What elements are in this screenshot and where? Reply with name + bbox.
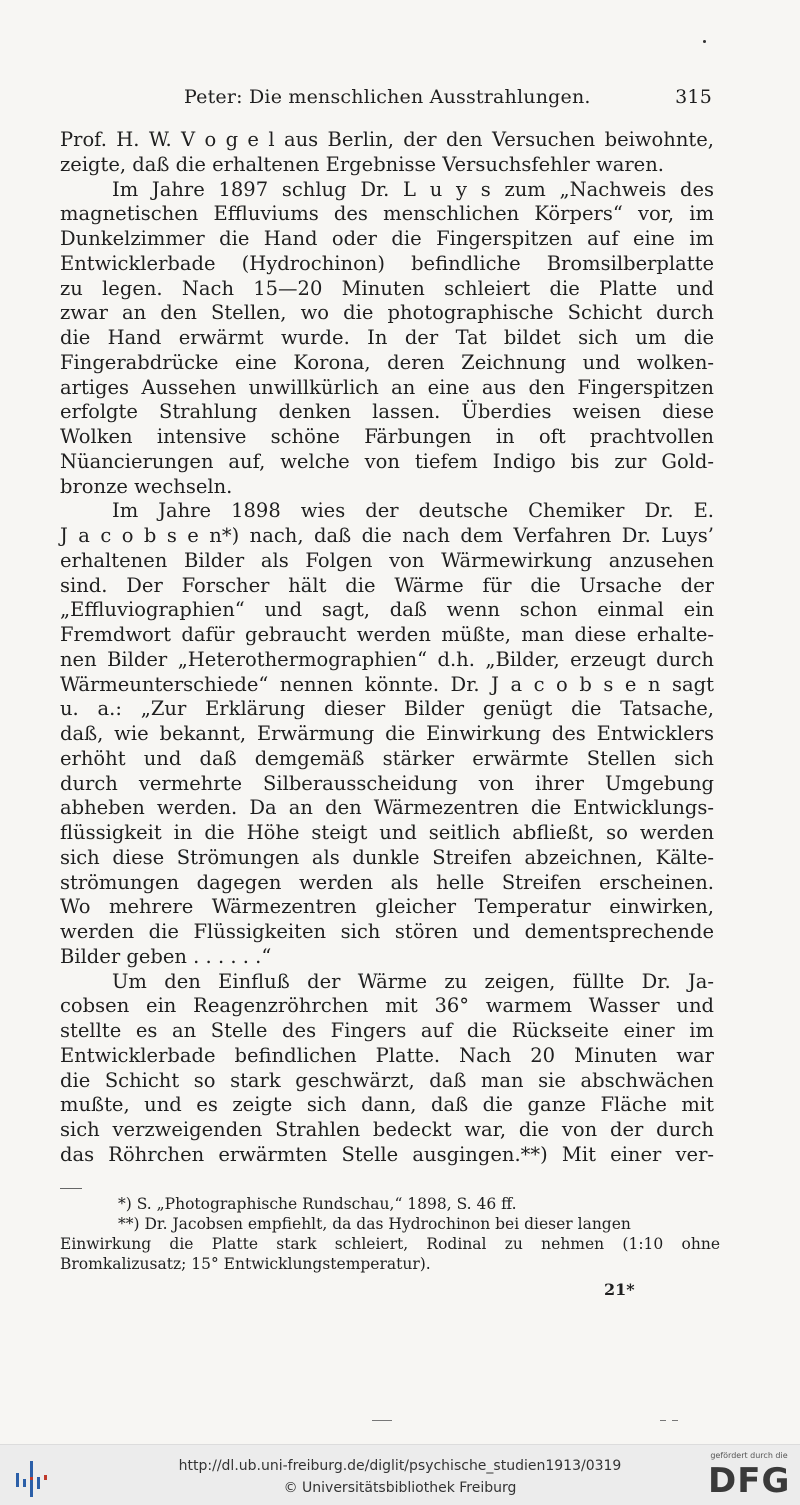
text-line: erhöht und daß demgemäß stärker erwärmte Stellen sich	[60, 746, 714, 770]
text-line: stellte es an Stelle des Fingers auf die Rückseite einer im	[60, 1019, 714, 1042]
text-line: „Effluviographien“ und sagt, daß wenn schon einmal ein	[60, 598, 714, 622]
text-line: flüssigkeit in die Höhe steigt und seitlich abfließt, so werden	[60, 821, 714, 844]
text-line: Bilder geben . . . . . .“	[60, 944, 272, 968]
copyright-notice: © Universitätsbibliothek Freiburg	[283, 1480, 517, 1496]
footnote-line: Einwirkung die Platte stark schleiert, Rodinal zu nehmen (1:10 ohne	[60, 1235, 720, 1253]
text-line: Entwicklerbade befindlichen Platte. Nach 20 Minuten war	[60, 1043, 714, 1067]
text-line: Wärmeunterschiede“ nennen könnte. Dr. J a c o b s e n sagt	[60, 672, 714, 696]
text-line: strömungen dagegen werden als helle Streifen erscheinen.	[60, 870, 714, 894]
page-mark	[672, 1420, 678, 1421]
text-line: sich verzweigenden Strahlen bedeckt war, die von der durch	[60, 1118, 714, 1141]
text-line: Entwicklerbade (Hydrochinon) befindliche Bromsilberplatte	[60, 251, 714, 275]
text-line: Im Jahre 1897 schlug Dr. L u y s zum „Nachweis des	[112, 177, 714, 201]
text-line: durch vermehrte Silberausscheidung von ihrer Umgebung	[60, 771, 714, 795]
text-line: Fingerabdrücke eine Korona, deren Zeichnung und wolken-	[60, 350, 714, 374]
text-line: zeigte, daß die erhaltenen Ergebnisse Versuchsfehler waren.	[60, 152, 664, 176]
text-line: die Schicht so stark geschwärzt, daß man sie abschwächen	[60, 1068, 714, 1092]
text-line: artiges Aussehen unwillkürlich an eine aus den Fingerspitzen	[60, 375, 714, 399]
permalink-url[interactable]: http://dl.ub.uni-freiburg.de/diglit/psychische_studien1913/0319	[178, 1458, 622, 1474]
text-line: abheben werden. Da an den Wärmezentren die Entwicklungs-	[60, 796, 714, 820]
footnote-line: Bromkalizusatz; 15° Entwicklungstemperatur).	[60, 1255, 431, 1273]
sponsor-tagline: gefördert durch die	[710, 1451, 788, 1460]
text-line: sich diese Strömungen als dunkle Streifen abzeichnen, Kälte-	[60, 845, 714, 869]
text-line: mußte, und es zeigte sich dann, daß die ganze Fläche mit	[60, 1093, 714, 1117]
text-line: Dunkelzimmer die Hand oder die Fingerspitzen auf eine im	[60, 227, 714, 250]
text-line: Fremdwort dafür gebraucht werden müßte, man diese erhalte-	[60, 623, 714, 646]
text-line: Wo mehrere Wärmezentren gleicher Temperatur einwirken,	[60, 895, 714, 919]
text-line: zwar an den Stellen, wo die photographische Schicht durch	[60, 301, 714, 325]
text-line: daß, wie bekannt, Erwärmung die Einwirkung des Entwicklers	[60, 722, 714, 745]
text-line: erfolgte Strahlung denken lassen. Überdies weisen diese	[60, 400, 714, 424]
footnote-rule	[60, 1188, 82, 1189]
viewer-footer	[0, 1444, 800, 1505]
text-line: nen Bilder „Heterothermographien“ d.h. „Bilder, erzeugt durch	[60, 647, 714, 671]
page-mark	[372, 1420, 392, 1421]
text-line: u. a.: „Zur Erklärung dieser Bilder genügt die Tatsache,	[60, 697, 714, 721]
speck	[703, 40, 706, 43]
footnote-line: *) S. „Photographische Rundschau,“ 1898, S. 46 ff.	[118, 1195, 517, 1213]
page-number: 315	[675, 86, 712, 108]
footnote-line: **) Dr. Jacobsen empfiehlt, da das Hydrochinon bei dieser langen	[118, 1215, 631, 1233]
text-line: cobsen ein Reagenzröhrchen mit 36° warmem Wasser und	[60, 994, 714, 1018]
text-line: magnetischen Effluviums des menschlichen Körpers“ vor, im	[60, 202, 714, 226]
text-line: Nüancierungen auf, welche von tiefem Indigo bis zur Gold-	[60, 449, 714, 473]
signature-mark: 21*	[604, 1280, 635, 1299]
dfg-logo-text: DFG	[708, 1461, 791, 1501]
text-line: Prof. H. W. V o g e l aus Berlin, der den Versuchen beiwohnte,	[60, 128, 714, 151]
text-line: Im Jahre 1898 wies der deutsche Chemiker Dr. E.	[112, 499, 714, 523]
text-line: Um den Einfluß der Wärme zu zeigen, füllte Dr. Ja-	[112, 969, 714, 993]
running-head	[60, 86, 712, 116]
text-line: zu legen. Nach 15—20 Minuten schleiert die Platte und	[60, 276, 714, 300]
text-line: werden die Flüssigkeiten sich stören und dementsprechende	[60, 920, 714, 943]
text-line: erhaltenen Bilder als Folgen von Wärmewirkung anzusehen	[60, 548, 714, 572]
footnotes	[60, 1194, 720, 1274]
text-line: sind. Der Forscher hält die Wärme für die Ursache der	[60, 573, 714, 597]
body-text	[60, 128, 714, 1168]
text-line: Wolken intensive schöne Färbungen in oft prachtvollen	[60, 425, 714, 448]
running-title: Peter: Die menschlichen Ausstrahlungen.	[184, 86, 591, 108]
text-line: J a c o b s e n*) nach, daß die nach dem Verfahren Dr. Luys’	[60, 524, 714, 547]
page-mark	[660, 1420, 666, 1421]
text-line: bronze wechseln.	[60, 474, 233, 498]
text-line: die Hand erwärmt wurde. In der Tat bildet sich um die	[60, 326, 714, 349]
dfg-logo[interactable]	[706, 1451, 792, 1501]
text-line: das Röhrchen erwärmten Stelle ausgingen.**) Mit einer ver-	[60, 1142, 714, 1166]
